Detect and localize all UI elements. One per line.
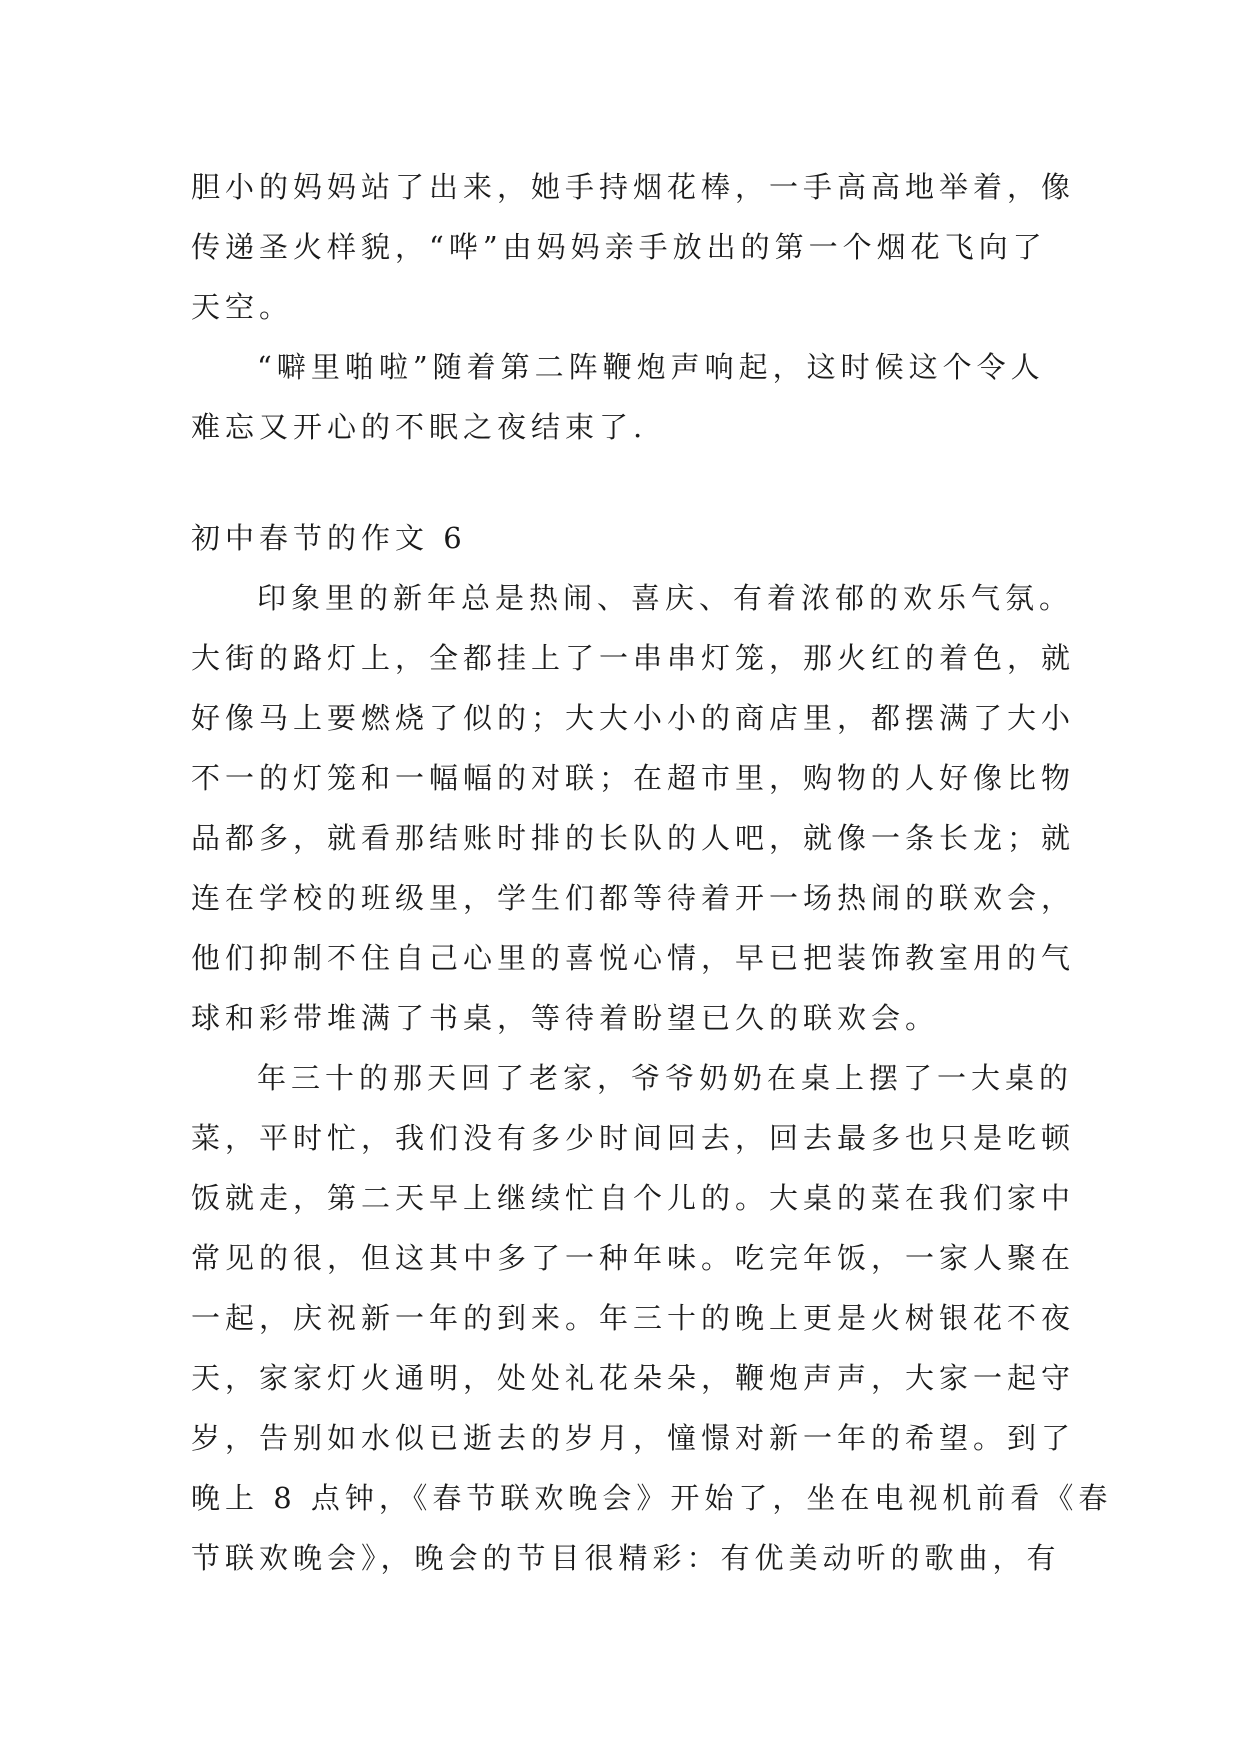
paragraph-line: 好像马上要燃烧了似的；大大小小的商店里，都摆满了大小: [191, 701, 1076, 735]
paragraph-line: 年三十的那天回了老家，爷爷奶奶在桌上摆了一大桌的: [257, 1061, 1074, 1095]
paragraph-line: 球和彩带堆满了书桌，等待着盼望已久的联欢会。: [191, 1001, 940, 1035]
intro-text: [191, 157, 1076, 457]
paragraph-line: 节联欢晚会》，晚会的节目很精彩：有优美动听的歌曲，有: [191, 1541, 1061, 1575]
paragraph-line: 印象里的新年总是热闹、喜庆、有着浓郁的欢乐气氛。: [257, 581, 1074, 615]
paragraph-line: 天，家家灯火通明，处处礼花朵朵，鞭炮声声，大家一起守: [191, 1361, 1076, 1395]
paragraph-line: 不一的灯笼和一幅幅的对联；在超市里，购物的人好像比物: [191, 761, 1076, 795]
section-heading: [191, 508, 1051, 568]
section-title: 初中春节的作文 6: [191, 521, 467, 555]
paragraph-line: 岁，告别如水似已逝去的岁月，憧憬对新一年的希望。到了: [191, 1421, 1076, 1455]
paragraph-line: 胆小的妈妈站了出来，她手持烟花棒，一手高高地举着，像: [191, 170, 1076, 204]
paragraph-line: 常见的很，但这其中多了一种年味。吃完年饭，一家人聚在: [191, 1241, 1076, 1275]
paragraph-line: 晚上 8 点钟，《春节联欢晚会》开始了，坐在电视机前看《春: [191, 1481, 1113, 1515]
paragraph-line: 天空。: [191, 290, 294, 324]
paragraph-line: 难忘又开心的不眠之夜结束了.: [191, 410, 648, 444]
paragraph-line: 一起，庆祝新一年的到来。年三十的晚上更是火树银花不夜: [191, 1301, 1076, 1335]
paragraph-line: 菜，平时忙，我们没有多少时间回去，回去最多也只是吃顿: [191, 1121, 1076, 1155]
paragraph-line: 大街的路灯上，全都挂上了一串串灯笼，那火红的着色，就: [191, 641, 1076, 675]
paragraph-line: 连在学校的班级里，学生们都等待着开一场热闹的联欢会，: [191, 881, 1076, 915]
paragraph-line: 传递圣火样貌，“哗”由妈妈亲手放出的第一个烟花飞向了: [191, 230, 1047, 264]
paragraph-line: 品都多，就看那结账时排的长队的人吧，就像一条长龙；就: [191, 821, 1076, 855]
paragraph-line: 他们抑制不住自己心里的喜悦心情，早已把装饰教室用的气: [191, 941, 1076, 975]
essay-body: [191, 568, 1113, 1588]
paragraph-line: 饭就走，第二天早上继续忙自个儿的。大桌的菜在我们家中: [191, 1181, 1076, 1215]
paragraph-line: “噼里啪啦”随着第二阵鞭炮声响起，这时候这个令人: [257, 350, 1045, 384]
